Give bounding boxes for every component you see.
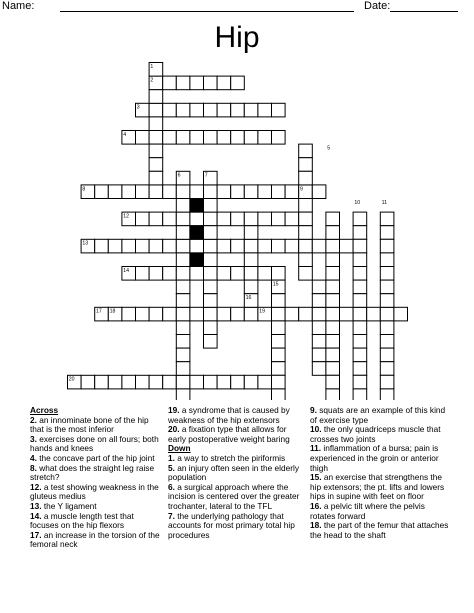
grid-cell[interactable] — [380, 253, 394, 267]
grid-cell[interactable] — [204, 199, 218, 213]
grid-cell[interactable] — [353, 389, 367, 400]
grid-cell[interactable] — [149, 375, 163, 389]
grid-cell[interactable] — [299, 267, 313, 281]
grid-cell[interactable] — [353, 267, 367, 281]
grid-cell[interactable] — [244, 131, 258, 145]
grid-cell[interactable] — [312, 307, 326, 321]
grid-cell[interactable] — [122, 239, 136, 253]
grid-cell[interactable] — [95, 185, 109, 199]
grid-cell[interactable] — [190, 375, 204, 389]
across-clue — [30, 416, 164, 435]
clue-number: 3 — [136, 104, 140, 111]
grid-cell[interactable] — [176, 131, 190, 145]
grid-cell[interactable] — [353, 348, 367, 362]
black-cell — [190, 253, 204, 267]
clue-num: 19. — [168, 405, 180, 415]
clue-text: exercises done on all fours; both hands and knees — [30, 433, 159, 454]
grid-cell[interactable] — [176, 294, 190, 308]
grid-cell[interactable] — [312, 335, 326, 349]
grid-cell[interactable] — [326, 375, 340, 389]
grid-cell[interactable] — [217, 212, 231, 226]
across-clue — [168, 406, 302, 425]
clue-num: 12. — [30, 481, 42, 492]
grid-cell[interactable] — [326, 335, 340, 349]
grid-cell[interactable] — [149, 144, 163, 158]
clue-num: 8. — [30, 462, 37, 473]
grid-cell[interactable] — [380, 280, 394, 294]
grid-cell[interactable] — [299, 307, 313, 321]
grid-cell[interactable] — [380, 335, 394, 349]
clue-number: 7 — [204, 172, 208, 179]
grid-cell[interactable] — [367, 307, 381, 321]
clue-text: a fixation type that allows for early postoperative weight baring — [168, 424, 290, 444]
grid-cell[interactable] — [231, 307, 245, 321]
grid-cell[interactable] — [244, 226, 258, 240]
page-title: Hip — [214, 21, 260, 54]
grid-cell[interactable] — [299, 212, 313, 226]
grid-cell[interactable] — [244, 267, 258, 281]
down-clue — [310, 444, 450, 473]
clue-column-1 — [30, 406, 164, 550]
clue-number: 8 — [82, 186, 86, 193]
grid-cell[interactable] — [299, 253, 313, 267]
grid-cell[interactable] — [231, 131, 245, 145]
across-clue — [30, 435, 164, 454]
clue-number: 14 — [123, 267, 129, 274]
grid-cell[interactable] — [353, 335, 367, 349]
grid-cell[interactable] — [353, 212, 367, 226]
grid-cell[interactable] — [176, 76, 190, 90]
grid-cell[interactable] — [81, 375, 95, 389]
grid-cell[interactable] — [204, 212, 218, 226]
grid-cell[interactable] — [326, 348, 340, 362]
grid-cell[interactable] — [204, 239, 218, 253]
grid-cell[interactable] — [326, 267, 340, 281]
grid-cell[interactable] — [272, 362, 286, 376]
grid-cell[interactable] — [149, 117, 163, 131]
grid-cell[interactable] — [312, 348, 326, 362]
grid-cell[interactable] — [244, 185, 258, 199]
clue-text: squats are an example of this kind of exercise type — [310, 405, 446, 425]
clue-num: 18. — [310, 520, 322, 531]
grid-cell[interactable] — [204, 280, 218, 294]
grid-cell[interactable] — [312, 185, 326, 199]
black-cell — [190, 226, 204, 240]
grid-cell[interactable] — [204, 321, 218, 335]
grid-cell[interactable] — [312, 280, 326, 294]
clue-text: the underlying pathology that accounts for most primary total hip procedures — [168, 510, 295, 540]
grid-cell[interactable] — [285, 185, 299, 199]
clue-text: a muscle length test that focuses on the hip flexors — [30, 510, 134, 531]
grid-cell[interactable] — [231, 212, 245, 226]
clue-number: 19 — [259, 308, 265, 315]
grid-cell[interactable] — [95, 375, 109, 389]
clue-number: 2 — [150, 77, 154, 84]
grid-cell[interactable] — [272, 239, 286, 253]
across-heading: Across — [30, 405, 59, 415]
grid-cell[interactable] — [176, 239, 190, 253]
grid-cell[interactable] — [217, 131, 231, 145]
grid-cell[interactable] — [204, 226, 218, 240]
grid-cell[interactable] — [326, 239, 340, 253]
grid-cell[interactable] — [285, 212, 299, 226]
grid-cell[interactable] — [380, 375, 394, 389]
clue-num: 20. — [168, 424, 180, 435]
grid-cell[interactable] — [108, 375, 122, 389]
clue-number: 11 — [381, 199, 387, 206]
down-clue — [168, 512, 302, 541]
grid-cell[interactable] — [244, 103, 258, 117]
grid-cell[interactable] — [272, 185, 286, 199]
grid-cell[interactable] — [272, 321, 286, 335]
grid-cell[interactable] — [190, 307, 204, 321]
clue-number: 16 — [245, 295, 252, 302]
clue-num: 1. — [168, 452, 175, 463]
grid-cell[interactable] — [108, 239, 122, 253]
down-clue — [310, 406, 450, 425]
clue-number: 15 — [272, 281, 279, 288]
grid-cell[interactable] — [217, 375, 231, 389]
grid-cell[interactable] — [353, 362, 367, 376]
clue-num: 9. — [310, 405, 317, 415]
grid-cell[interactable] — [326, 389, 340, 400]
grid-cell[interactable] — [204, 267, 218, 281]
clue-text: an injury often seen in the elderly population — [168, 462, 299, 483]
grid-cell[interactable] — [258, 375, 272, 389]
clue-column-3 — [310, 406, 450, 540]
clue-text: the concave part of the hip joint — [39, 452, 155, 463]
grid-cell[interactable] — [190, 239, 204, 253]
grid-cell[interactable] — [380, 389, 394, 400]
grid-cell[interactable] — [176, 389, 190, 400]
clue-num: 3. — [30, 433, 37, 444]
down-heading: Down — [168, 443, 191, 454]
grid-cell[interactable] — [380, 239, 394, 253]
grid-cell[interactable] — [299, 171, 313, 185]
grid-cell[interactable] — [353, 239, 367, 253]
grid-cell[interactable] — [163, 185, 177, 199]
grid-cell[interactable] — [244, 307, 258, 321]
grid-cell[interactable] — [136, 131, 150, 145]
clue-text: a test showing weakness in the gluteus medius — [30, 481, 159, 502]
clue-num: 17. — [30, 529, 42, 540]
grid-cell[interactable] — [299, 199, 313, 213]
grid-cell[interactable] — [217, 307, 231, 321]
grid-cell[interactable] — [353, 307, 367, 321]
grid-cell[interactable] — [122, 307, 136, 321]
grid-cell[interactable] — [244, 239, 258, 253]
grid-cell[interactable] — [176, 321, 190, 335]
grid-cell[interactable] — [204, 307, 218, 321]
grid-cell[interactable] — [163, 76, 177, 90]
clue-num: 2. — [30, 414, 37, 425]
across-clue — [30, 531, 164, 550]
name-label: Name: — [2, 0, 35, 12]
clue-number: 13 — [82, 240, 89, 247]
grid-cell[interactable] — [190, 267, 204, 281]
grid-cell[interactable] — [272, 348, 286, 362]
grid-cell[interactable] — [231, 185, 245, 199]
grid-cell[interactable] — [272, 294, 286, 308]
grid-cell[interactable] — [204, 185, 218, 199]
grid-cell[interactable] — [312, 362, 326, 376]
grid-cell[interactable] — [231, 76, 245, 90]
grid-cell[interactable] — [326, 321, 340, 335]
grid-cell[interactable] — [272, 307, 286, 321]
grid-cell[interactable] — [176, 185, 190, 199]
grid-cell[interactable] — [244, 212, 258, 226]
grid-cell[interactable] — [204, 103, 218, 117]
clue-number: 10 — [354, 199, 361, 206]
clue-number: 5 — [327, 145, 331, 152]
grid-cell[interactable] — [272, 267, 286, 281]
grid-cell[interactable] — [285, 239, 299, 253]
grid-cell[interactable] — [149, 171, 163, 185]
across-clue — [30, 464, 164, 483]
grid-cell[interactable] — [244, 280, 258, 294]
grid-cell[interactable] — [176, 103, 190, 117]
grid-cell[interactable] — [149, 307, 163, 321]
grid-cell[interactable] — [190, 131, 204, 145]
grid-cell[interactable] — [108, 185, 122, 199]
grid-cell[interactable] — [163, 307, 177, 321]
grid-cell[interactable] — [190, 76, 204, 90]
across-clue — [30, 483, 164, 502]
grid-cell[interactable] — [176, 348, 190, 362]
grid-cell[interactable] — [380, 226, 394, 240]
grid-cell[interactable] — [353, 294, 367, 308]
grid-cell[interactable] — [204, 294, 218, 308]
clue-column-2 — [168, 406, 302, 540]
grid-cell[interactable] — [231, 375, 245, 389]
clue-number: 1 — [150, 63, 154, 70]
grid-cell[interactable] — [176, 253, 190, 267]
grid-cell[interactable] — [272, 103, 286, 117]
grid-cell[interactable] — [176, 362, 190, 376]
clue-text: what does the straight leg raise stretch? — [30, 462, 155, 483]
grid-cell[interactable] — [204, 335, 218, 349]
grid-cell[interactable] — [326, 362, 340, 376]
grid-cell[interactable] — [353, 226, 367, 240]
grid-cell[interactable] — [136, 267, 150, 281]
grid-cell[interactable] — [380, 348, 394, 362]
grid-cell[interactable] — [176, 226, 190, 240]
clue-number: 4 — [123, 131, 127, 138]
clue-number: 20 — [68, 376, 75, 383]
grid-cell[interactable] — [272, 212, 286, 226]
grid-cell[interactable] — [163, 267, 177, 281]
grid-cell[interactable] — [176, 280, 190, 294]
down-clue — [168, 483, 302, 512]
grid-cell[interactable] — [394, 307, 408, 321]
grid-cell[interactable] — [204, 253, 218, 267]
grid-cell[interactable] — [204, 375, 218, 389]
grid-cell[interactable] — [258, 239, 272, 253]
grid-cell[interactable] — [340, 307, 354, 321]
grid-cell[interactable] — [149, 131, 163, 145]
grid-cell[interactable] — [244, 375, 258, 389]
grid-cell[interactable] — [299, 226, 313, 240]
clue-num: 4. — [30, 452, 37, 463]
grid-cell[interactable] — [353, 375, 367, 389]
grid-cell[interactable] — [258, 212, 272, 226]
grid-cell[interactable] — [340, 239, 354, 253]
grid-cell[interactable] — [258, 185, 272, 199]
grid-cell[interactable] — [217, 239, 231, 253]
clue-num: 13. — [30, 500, 42, 511]
grid-cell[interactable] — [176, 375, 190, 389]
grid-cell[interactable] — [176, 267, 190, 281]
grid-cell[interactable] — [326, 280, 340, 294]
down-clue — [310, 502, 450, 521]
grid-cell[interactable] — [122, 185, 136, 199]
grid-cell[interactable] — [258, 131, 272, 145]
grid-cell[interactable] — [380, 307, 394, 321]
clue-number: 6 — [177, 172, 181, 179]
clue-number: 18 — [109, 308, 116, 315]
grid-cell[interactable] — [231, 103, 245, 117]
grid-cell[interactable] — [122, 375, 136, 389]
grid-cell[interactable] — [163, 103, 177, 117]
grid-cell[interactable] — [163, 239, 177, 253]
grid-cell[interactable] — [149, 239, 163, 253]
down-clue — [168, 464, 302, 483]
grid-cell[interactable] — [149, 103, 163, 117]
grid-cell[interactable] — [176, 335, 190, 349]
grid-cell[interactable] — [136, 212, 150, 226]
grid-cell[interactable] — [326, 294, 340, 308]
grid-cell[interactable] — [204, 131, 218, 145]
grid-cell[interactable] — [326, 307, 340, 321]
grid-cell[interactable] — [353, 280, 367, 294]
grid-cell[interactable] — [380, 362, 394, 376]
grid-cell[interactable] — [163, 212, 177, 226]
grid-cell[interactable] — [149, 158, 163, 172]
clue-text: the part of the femur that attaches the head to the shaft — [310, 520, 449, 540]
clue-text: inflammation of a bursa; pain is experienced in the groin or anterior thigh — [310, 443, 439, 473]
grid-cell[interactable] — [231, 267, 245, 281]
grid-cell[interactable] — [326, 226, 340, 240]
grid-cell[interactable] — [272, 335, 286, 349]
grid-cell[interactable] — [312, 239, 326, 253]
grid-cell[interactable] — [217, 103, 231, 117]
grid-cell[interactable] — [176, 212, 190, 226]
grid-cell[interactable] — [149, 212, 163, 226]
clue-num: 5. — [168, 462, 175, 473]
grid-cell[interactable] — [217, 185, 231, 199]
clue-text: a way to stretch the piriformis — [177, 452, 286, 463]
grid-cell[interactable] — [217, 76, 231, 90]
grid-cell[interactable] — [136, 239, 150, 253]
grid-cell[interactable] — [326, 253, 340, 267]
clue-text: an increase in the torsion of the femoral neck — [30, 529, 160, 550]
grid-cell[interactable] — [136, 307, 150, 321]
clue-num: 14. — [30, 510, 42, 521]
grid-cell[interactable] — [380, 294, 394, 308]
grid-cell[interactable] — [149, 185, 163, 199]
grid-cell[interactable] — [272, 131, 286, 145]
grid-cell[interactable] — [258, 103, 272, 117]
date-label: Date: — [364, 0, 391, 12]
grid-cell[interactable] — [380, 267, 394, 281]
grid-cell[interactable] — [244, 253, 258, 267]
clue-text: a syndrome that is caused by weakness of the hip extensors — [168, 405, 290, 425]
clue-number: 9 — [300, 186, 303, 193]
clue-text: an exercise that strengthens the hip extensors; the pt. lifts and lowers hips in supine with feet on floor — [310, 472, 445, 502]
clue-num: 15. — [310, 472, 322, 483]
grid-cell[interactable] — [217, 267, 231, 281]
grid-cell[interactable] — [136, 375, 150, 389]
clue-text: a pelvic tilt where the pelvis rotates forward — [310, 500, 425, 521]
across-clue — [30, 512, 164, 531]
clue-num: 10. — [310, 424, 322, 435]
clue-text: a surgical approach where the incision is centered over the greater trochanter, lateral to the TFL — [168, 481, 300, 511]
black-cell — [190, 199, 204, 213]
clue-text: an innominate bone of the hip that is the most inferior — [30, 414, 149, 435]
grid-cell[interactable] — [136, 185, 150, 199]
grid-cell[interactable] — [299, 158, 313, 172]
grid-cell[interactable] — [272, 389, 286, 400]
clue-num: 7. — [168, 510, 175, 521]
grid-cell[interactable] — [380, 212, 394, 226]
grid-cell[interactable] — [258, 267, 272, 281]
clue-text: the only quadriceps muscle that crosses two joints — [310, 424, 441, 444]
grid-cell[interactable] — [149, 90, 163, 104]
clue-num: 11. — [310, 443, 322, 454]
grid-cell[interactable] — [190, 212, 204, 226]
down-clue — [310, 425, 450, 444]
grid-cell[interactable] — [353, 321, 367, 335]
clue-num: 16. — [310, 500, 322, 511]
grid-cell[interactable] — [204, 76, 218, 90]
grid-cell[interactable] — [190, 103, 204, 117]
down-clue — [310, 521, 450, 540]
grid-cell[interactable] — [231, 239, 245, 253]
clue-number: 17 — [96, 308, 102, 315]
grid-cell[interactable] — [285, 307, 299, 321]
grid-cell[interactable] — [380, 321, 394, 335]
grid-cell[interactable] — [95, 239, 109, 253]
clue-num: 6. — [168, 481, 175, 492]
down-clue — [310, 473, 450, 502]
grid-cell[interactable] — [190, 185, 204, 199]
clue-number: 12 — [123, 213, 129, 220]
grid-cell[interactable] — [163, 375, 177, 389]
grid-cell[interactable] — [149, 267, 163, 281]
grid-cell[interactable] — [176, 307, 190, 321]
across-clue — [168, 425, 302, 444]
grid-cell[interactable] — [312, 294, 326, 308]
grid-cell[interactable] — [312, 321, 326, 335]
grid-cell[interactable] — [176, 199, 190, 213]
grid-cell[interactable] — [353, 253, 367, 267]
grid-cell[interactable] — [299, 239, 313, 253]
grid-cell[interactable] — [163, 131, 177, 145]
grid-cell[interactable] — [272, 375, 286, 389]
clue-text: the Y ligament — [43, 500, 97, 511]
grid-cell[interactable] — [299, 144, 313, 158]
grid-cell[interactable] — [326, 212, 340, 226]
